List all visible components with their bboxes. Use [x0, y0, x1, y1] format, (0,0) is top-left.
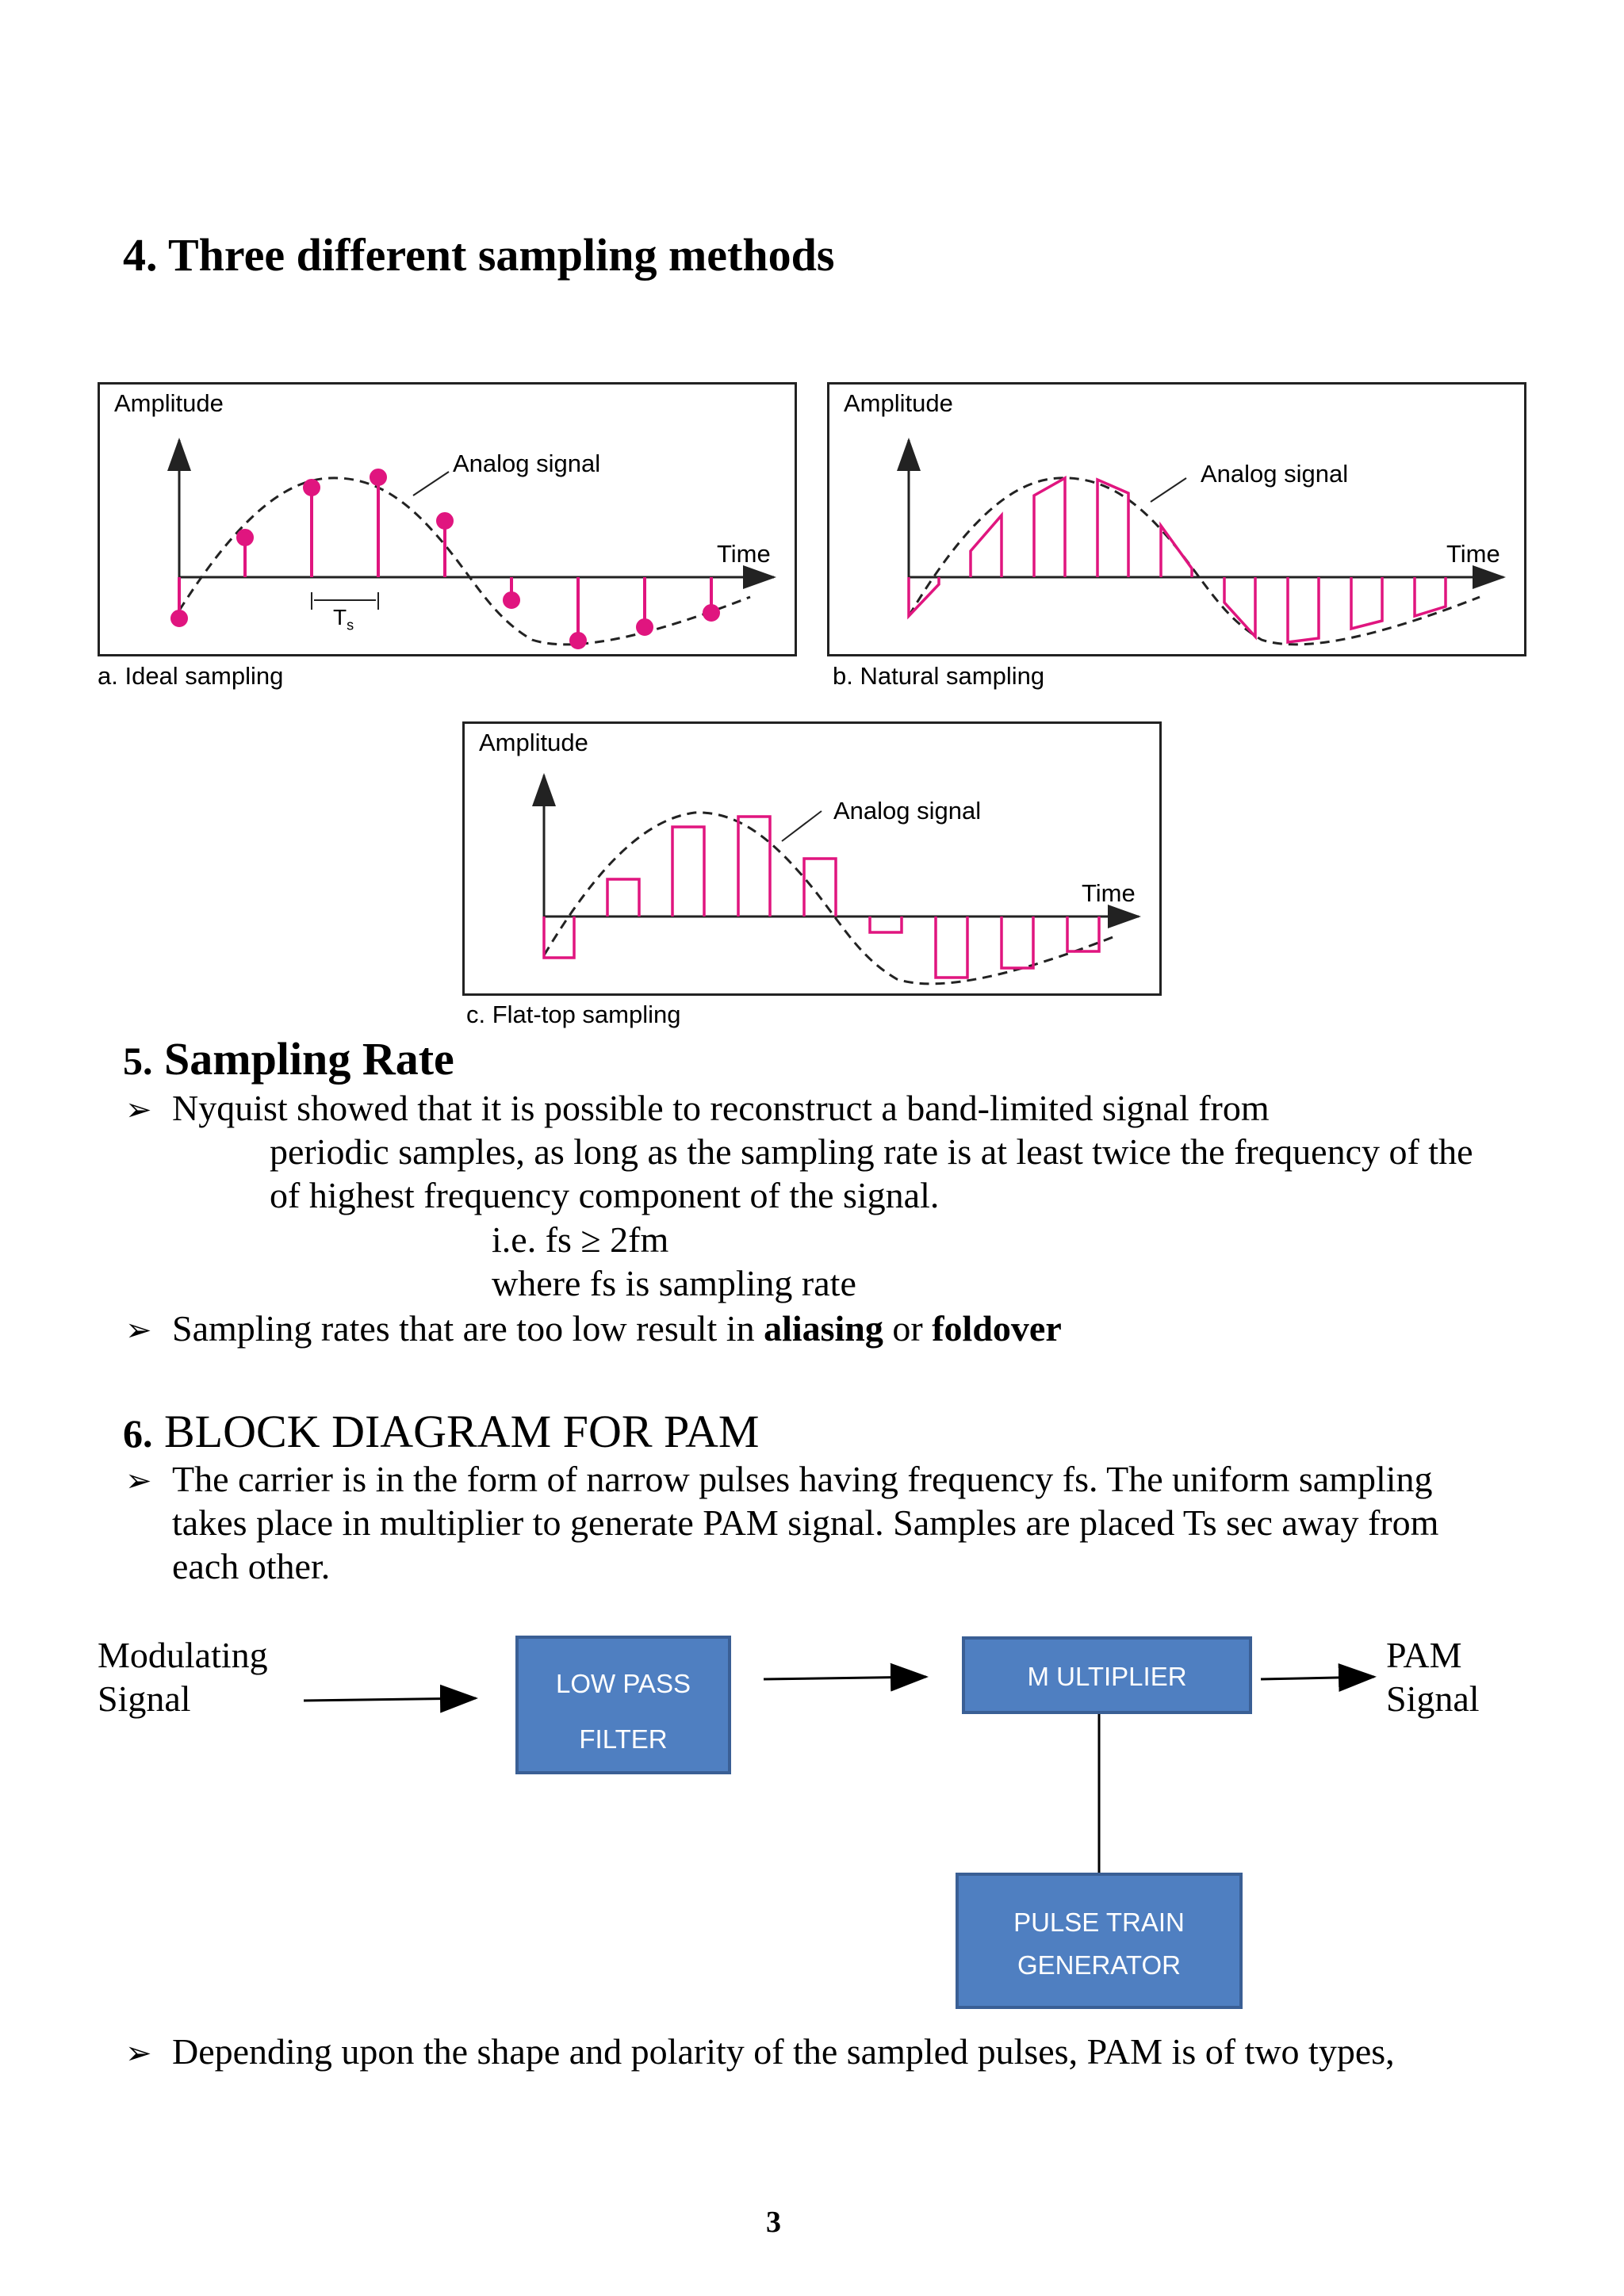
modulating-signal-label-2: Signal — [98, 1678, 191, 1719]
carrier-line-3: each other. — [172, 1546, 331, 1586]
signal-label: Analog signal — [453, 450, 601, 477]
aliasing-term: aliasing — [764, 1308, 883, 1349]
carrier-line-2: takes place in multiplier to generate PAM signal. Samples are placed Ts sec away from — [172, 1502, 1439, 1543]
x-axis-label: Time — [1082, 879, 1136, 907]
signal-label: Analog signal — [1201, 460, 1349, 488]
page-number: 3 — [766, 2206, 781, 2239]
multiplier-block — [962, 1636, 1252, 1714]
formula-note: where fs is sampling rate — [492, 1263, 856, 1303]
input-arrow — [304, 1698, 476, 1701]
output-arrow — [1261, 1677, 1374, 1679]
modulating-signal-label-1: Modulating — [98, 1635, 268, 1675]
multiplier-label: M ULTIPLIER — [1027, 1662, 1187, 1691]
pam-signal-label-2: Signal — [1386, 1678, 1480, 1719]
signal-label: Analog signal — [833, 797, 982, 825]
aliasing-text-mid: or — [883, 1308, 933, 1349]
pam-signal-label-1: PAM — [1386, 1635, 1462, 1675]
natural-sampling-caption: b. Natural sampling — [833, 662, 1045, 690]
y-axis-label: Amplitude — [114, 389, 224, 417]
low-pass-filter-block — [515, 1636, 731, 1774]
ts-label-sub: s — [347, 617, 354, 633]
section-5-number: 5. — [123, 1039, 153, 1083]
lpf-label-2: FILTER — [579, 1724, 668, 1754]
carrier-line-1: The carrier is in the form of narrow pulses having frequency fs. The uniform sampling — [172, 1459, 1433, 1499]
nyquist-line-1: Nyquist showed that it is possible to reconstruct a band-limited signal from — [172, 1088, 1270, 1128]
pam-types-line: Depending upon the shape and polarity of the sampled pulses, PAM is of two types, — [172, 2031, 1395, 2072]
lpf-to-multiplier-arrow — [764, 1677, 926, 1679]
bullet-icon: ➢ — [125, 1312, 152, 1348]
ptg-label-1: PULSE TRAIN — [1013, 1908, 1185, 1937]
nyquist-formula: i.e. fs ≥ 2fm — [492, 1219, 669, 1260]
aliasing-text-pre: Sampling rates that are too low result in — [172, 1308, 764, 1349]
bullet-icon: ➢ — [125, 2035, 152, 2071]
ptg-label-2: GENERATOR — [1017, 1950, 1181, 1980]
bullet-icon: ➢ — [125, 1092, 152, 1127]
section-5-heading: Sampling Rate — [164, 1033, 454, 1085]
nyquist-line-2: periodic samples, as long as the sampling rate is at least twice the frequency of the — [270, 1131, 1473, 1172]
lpf-label-1: LOW PASS — [556, 1669, 691, 1698]
ts-label-main: T — [333, 605, 347, 629]
y-axis-label: Amplitude — [479, 729, 588, 756]
foldover-term: foldover — [932, 1308, 1062, 1349]
pulse-train-generator-block — [956, 1873, 1243, 2009]
x-axis-label: Time — [1446, 540, 1500, 568]
flat-top-sampling-caption: c. Flat-top sampling — [466, 1001, 681, 1028]
y-axis-label: Amplitude — [844, 389, 953, 417]
bullet-icon: ➢ — [125, 1463, 152, 1498]
ideal-sampling-caption: a. Ideal sampling — [98, 662, 284, 690]
nyquist-line-3: of highest frequency component of the signal. — [270, 1175, 940, 1215]
section-4-title: 4. Three different sampling methods — [123, 229, 835, 281]
section-6-heading: BLOCK DIAGRAM FOR PAM — [164, 1406, 760, 1457]
x-axis-label: Time — [717, 540, 771, 568]
section-6-number: 6. — [123, 1411, 153, 1456]
